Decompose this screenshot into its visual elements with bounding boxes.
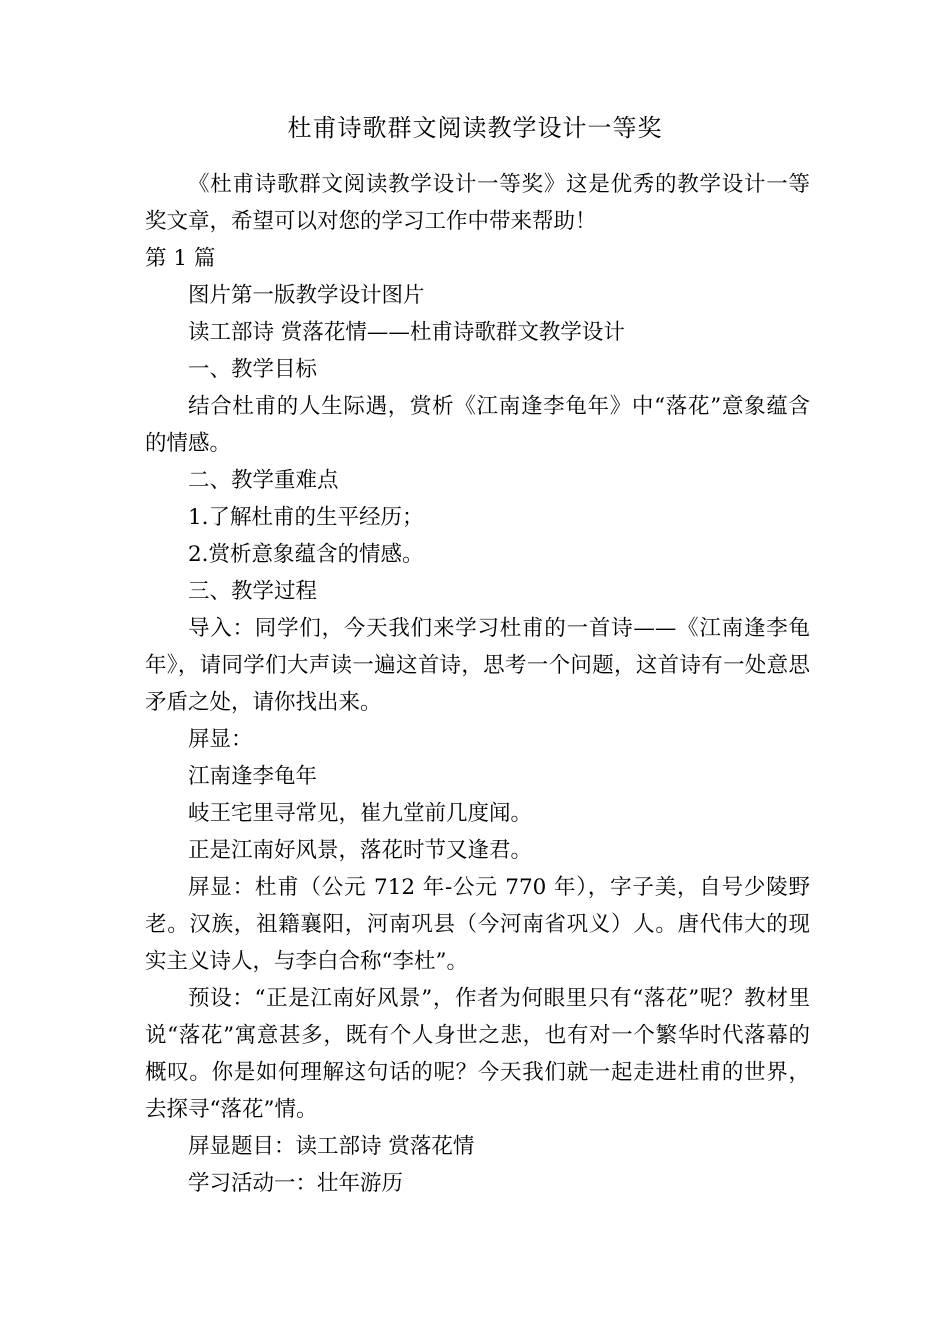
paragraph: 结合杜甫的人生际遇，赏析《江南逢李龟年》中“落花”意象蕴含的情感。 <box>145 394 810 456</box>
paragraph: 图片第一版教学设计图片 <box>188 283 425 308</box>
poem-line: 正是江南好风景，落花时节又逢君。 <box>188 838 533 863</box>
list-item: 1.了解杜甫的生平经历； <box>188 505 424 530</box>
heading-key-points: 二、教学重难点 <box>188 468 339 493</box>
list-item: 2.赏析意象蕴含的情感。 <box>188 542 424 567</box>
paragraph: 导入：同学们，今天我们来学习杜甫的一首诗——《江南逢李龟年》，请同学们大声读一遍这首诗，思考一个问题，这首诗有一处意思矛盾之处，请你找出来。 <box>145 616 810 715</box>
paragraph: 屏显： <box>188 727 253 752</box>
poem-line: 岐王宅里寻常见，崔九堂前几度闻。 <box>188 801 533 826</box>
document-body <box>145 166 810 1202</box>
intro-paragraph: 《杜甫诗歌群文阅读教学设计一等奖》这是优秀的教学设计一等奖文章，希望可以对您的学习工作中带来帮助！ <box>145 172 810 234</box>
section-label: 第 1 篇 <box>145 246 216 271</box>
paragraph: 预设：“正是江南好风景”，作者为何眼里只有“落花”呢？教材里说“落花”寓意甚多，既有个人身世之悲，也有对一个繁华时代落幕的概叹。你是如何理解这句话的呢？今天我们就一起走进杜甫的世界，去探寻“落花”情。 <box>145 986 810 1122</box>
document-title: 杜甫诗歌群文阅读教学设计一等奖 <box>287 114 663 142</box>
heading-objectives: 一、教学目标 <box>188 357 318 382</box>
paragraph: 屏显：杜甫（公元 712 年-公元 770 年），字子美，自号少陵野老。汉族，祖籍襄阳，河南巩县（今河南省巩义）人。唐代伟大的现实主义诗人，与李白合称“李杜”。 <box>145 875 810 974</box>
subtitle: 读工部诗 赏落花情——杜甫诗歌群文教学设计 <box>188 320 625 345</box>
poem-title: 江南逢李龟年 <box>188 764 318 789</box>
paragraph: 屏显题目：读工部诗 赏落花情 <box>188 1134 475 1159</box>
heading-process: 三、教学过程 <box>188 579 318 604</box>
paragraph: 学习活动一：壮年游历 <box>188 1171 404 1196</box>
